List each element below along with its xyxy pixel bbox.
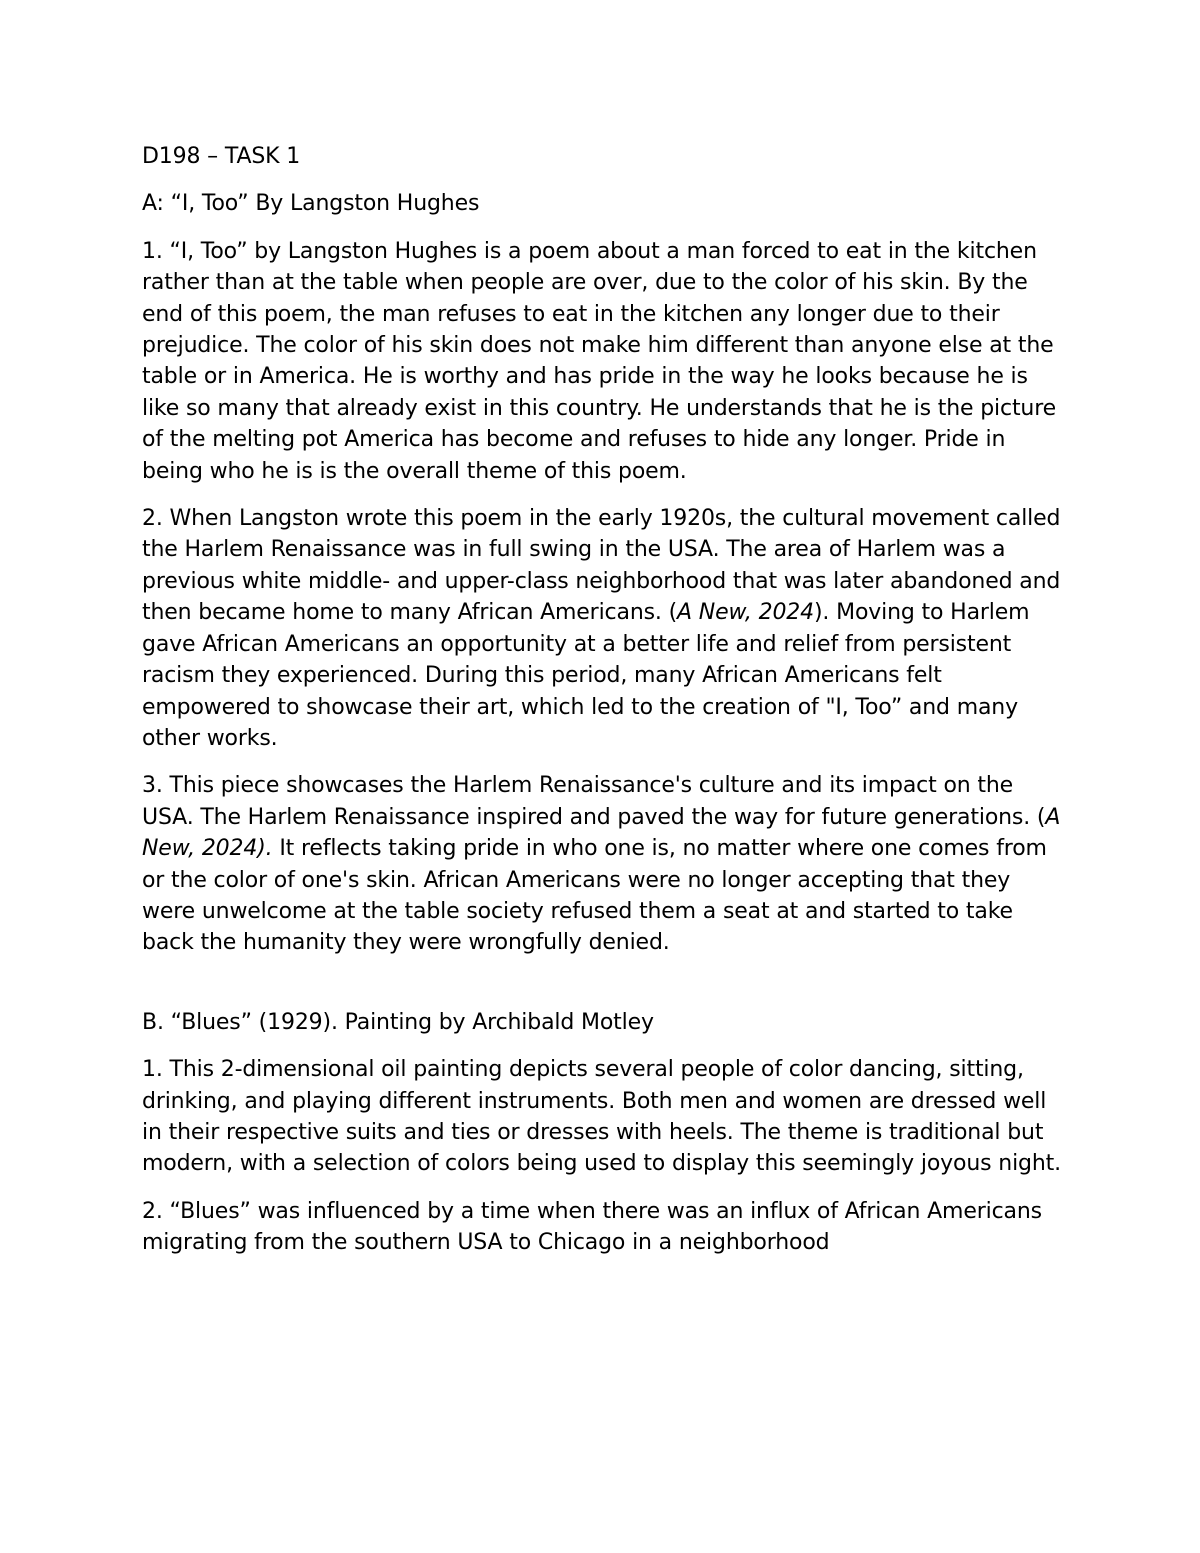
citation: A New, 2024).: [142, 804, 1061, 862]
section-a-paragraph-2: [142, 503, 1062, 754]
citation: A New, 2024: [677, 600, 814, 626]
section-a-heading: A: “I, Too” By Langston Hughes: [142, 191, 480, 217]
section-a-paragraph-3: [142, 770, 1062, 958]
section-b-paragraph-1: 1. This 2-dimensional oil painting depicts several people of color dancing, sitting, drinking, and playing different instruments. Both men and women are dressed well in their respective suits and ties or dresses with heels. The theme is traditional but modern, with a selection of colors being used to display this seemingly joyous night.: [142, 1057, 1061, 1177]
section-a-paragraph-2-end: ). Moving to Harlem gave African Americans an opportunity at a better life and relief from persistent racism they experienced. During this period, many African Americans felt empowered to showcase their art, which led to the creation of "I, Too” and many other works.: [142, 600, 1030, 751]
section-b-paragraph-2: 2. “Blues” was influenced by a time when there was an influx of African Americans migrating from the southern USA to Chicago in a neighborhood: [142, 1198, 1042, 1256]
section-a-paragraph-1: 1. “I, Too” by Langston Hughes is a poem about a man forced to eat in the kitchen rather than at the table when people are over, due to the color of his skin. By the end of this poem, the man refuses to eat in the kitchen any longer due to their prejudice. The color of his skin does not make him different than anyone else at the table or in America. He is worthy and has pride in the way he looks because he is like so many that already exist in this country. He understands that he is the picture of the melting pot America has become and refuses to hide any longer. Pride in being who he is is the overall theme of this poem.: [142, 238, 1057, 484]
section-b-heading: B. “Blues” (1929). Painting by Archibald Motley: [142, 1009, 654, 1035]
document-body: [142, 141, 1062, 1275]
section-a-paragraph-2-start: 2. When Langston wrote this poem in the early 1920s, the cultural movement called the Harlem Renaissance was in full swing in the USA. The area of Harlem was a previous white middle- and upper-class neighborhood that was later abandoned and then became home to many African Americans. (: [142, 506, 1061, 626]
section-a-paragraph-3-end: It reflects taking pride in who one is, no matter where one comes from or the color of one's skin. African Americans were no longer accepting that they were unwelcome at the table society refused them a seat at and started to take back the humanity they were wrongfully denied.: [142, 836, 1047, 956]
document-title: D198 – TASK 1: [142, 144, 301, 169]
section-a-paragraph-3-start: 3. This piece showcases the Harlem Renaissance's culture and its impact on the USA. The Harlem Renaissance inspired and paved the way for future generations. (: [142, 773, 1046, 830]
